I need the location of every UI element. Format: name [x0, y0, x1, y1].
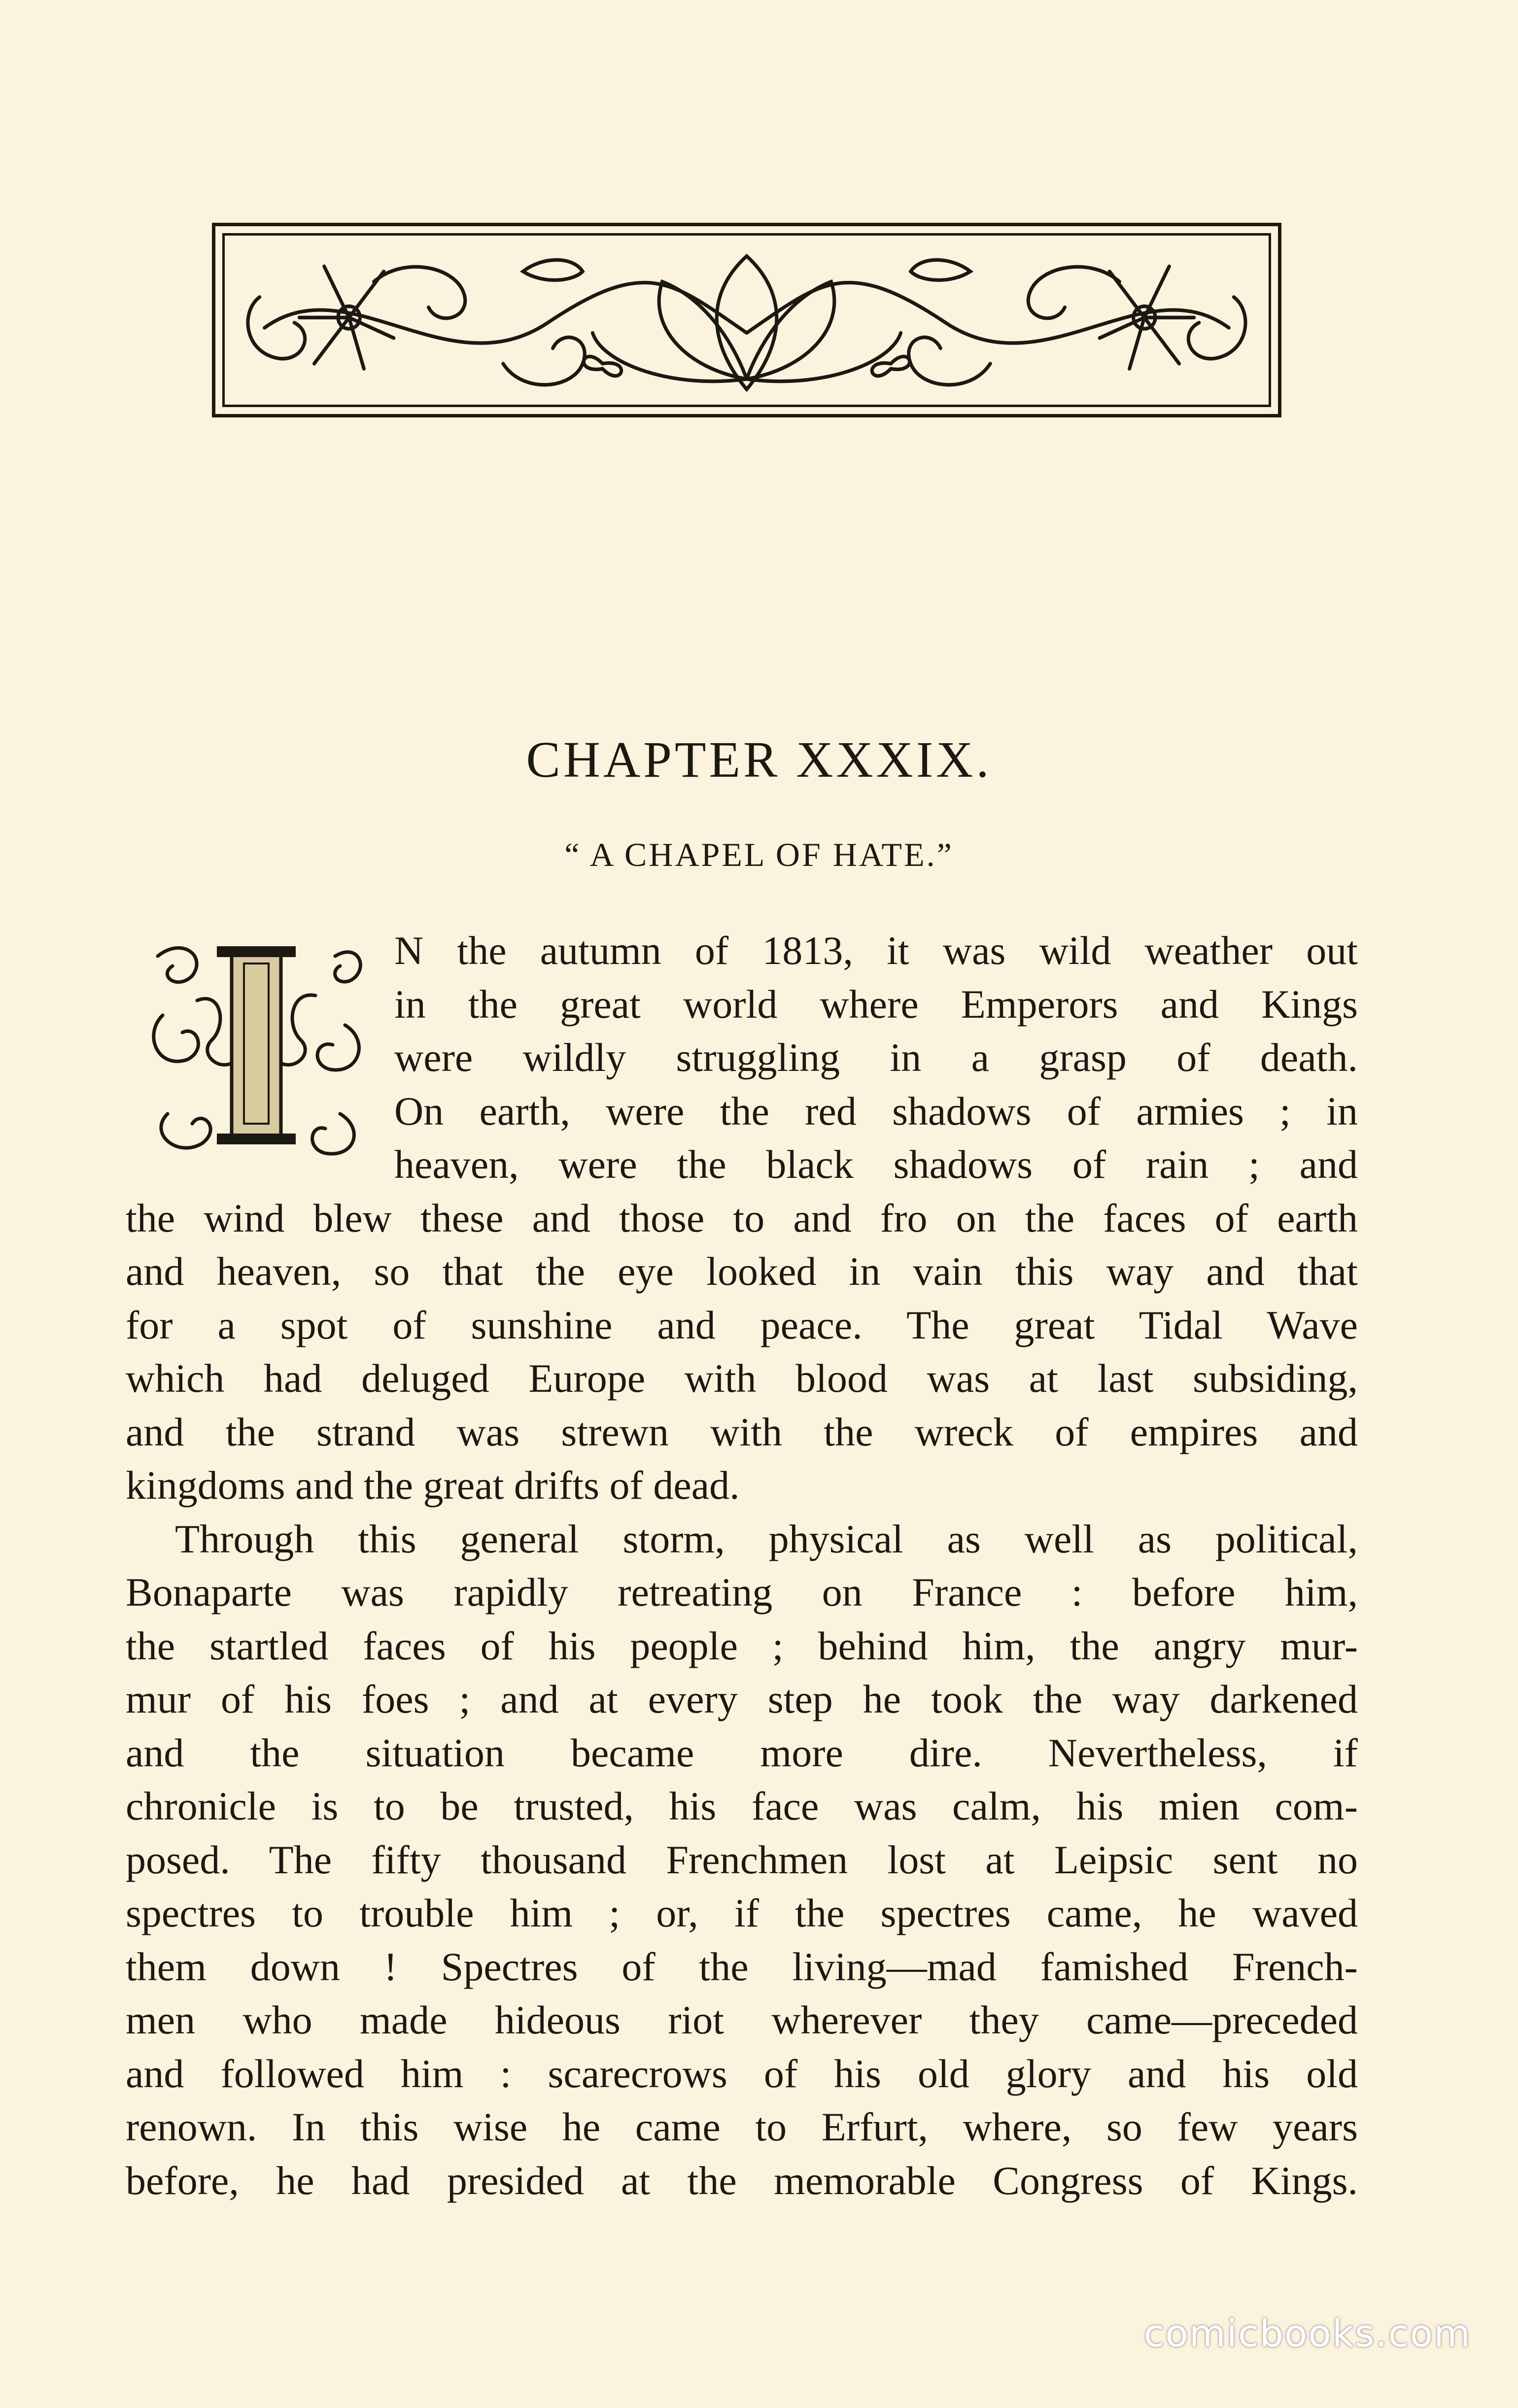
- site-watermark: comicbooks.com: [1143, 2311, 1471, 2355]
- paragraph-2: [126, 1513, 1358, 2208]
- text-line: Through this general storm, physical as well as political,: [175, 1516, 1358, 1561]
- text-line: were wildly struggling in a grasp of death.: [394, 1035, 1358, 1080]
- text-line: and followed him : scarecrows of his old glory and his old: [126, 2051, 1358, 2096]
- text-line: for a spot of sunshine and peace. The great Tidal Wave: [126, 1302, 1358, 1347]
- text-line: and the strand was strewn with the wreck of empires and: [126, 1409, 1358, 1454]
- text-line: heaven, were the black shadows of rain ; and: [394, 1142, 1358, 1187]
- text-line: spectres to trouble him ; or, if the spectres came, he waved: [126, 1891, 1358, 1935]
- text-line: men who made hideous riot wherever they came—preceded: [126, 1997, 1358, 2042]
- text-line: the startled faces of his people ; behind him, the angry mur-: [126, 1623, 1358, 1668]
- chapter-subtitle: “ A CHAPEL OF HATE.”: [564, 836, 954, 873]
- text-line: in the great world where Emperors and Kings: [394, 981, 1358, 1027]
- chapter-title: CHAPTER XXXIX.: [526, 731, 992, 788]
- ornamental-headpiece: [212, 223, 1281, 417]
- chapter-body: [126, 924, 1358, 2207]
- text-line: N the autumn of 1813, it was wild weather out: [394, 928, 1358, 973]
- text-line: and the situation became more dire. Nevertheless, if: [126, 1730, 1358, 1775]
- text-line: kingdoms and the great drifts of dead.: [126, 1463, 740, 1508]
- text-line: which had deluged Europe with blood was at last subsiding,: [126, 1356, 1358, 1401]
- text-line: the wind blew these and those to and fro on the faces of earth: [126, 1195, 1358, 1240]
- text-line: mur of his foes ; and at every step he took the way darkened: [126, 1677, 1358, 1721]
- text-line: them down ! Spectres of the living—mad famished French-: [126, 1944, 1358, 1989]
- text-line: and heaven, so that the eye looked in vain this way and that: [126, 1249, 1358, 1294]
- floral-ornament-icon: [225, 236, 1269, 405]
- text-line: before, he had presided at the memorable Congress of Kings.: [126, 2158, 1358, 2203]
- text-line: chronicle is to be trusted, his face was calm, his mien com-: [126, 1784, 1358, 1828]
- paragraph-1: [126, 924, 1358, 1513]
- text-line: On earth, were the red shadows of armies ; in: [394, 1088, 1358, 1134]
- text-line: renown. In this wise he came to Erfurt, where, so few years: [126, 2104, 1358, 2149]
- text-line: posed. The fifty thousand Frenchmen lost at Leipsic sent no: [126, 1837, 1358, 1882]
- text-line: Bonaparte was rapidly retreating on France : before him,: [126, 1570, 1358, 1615]
